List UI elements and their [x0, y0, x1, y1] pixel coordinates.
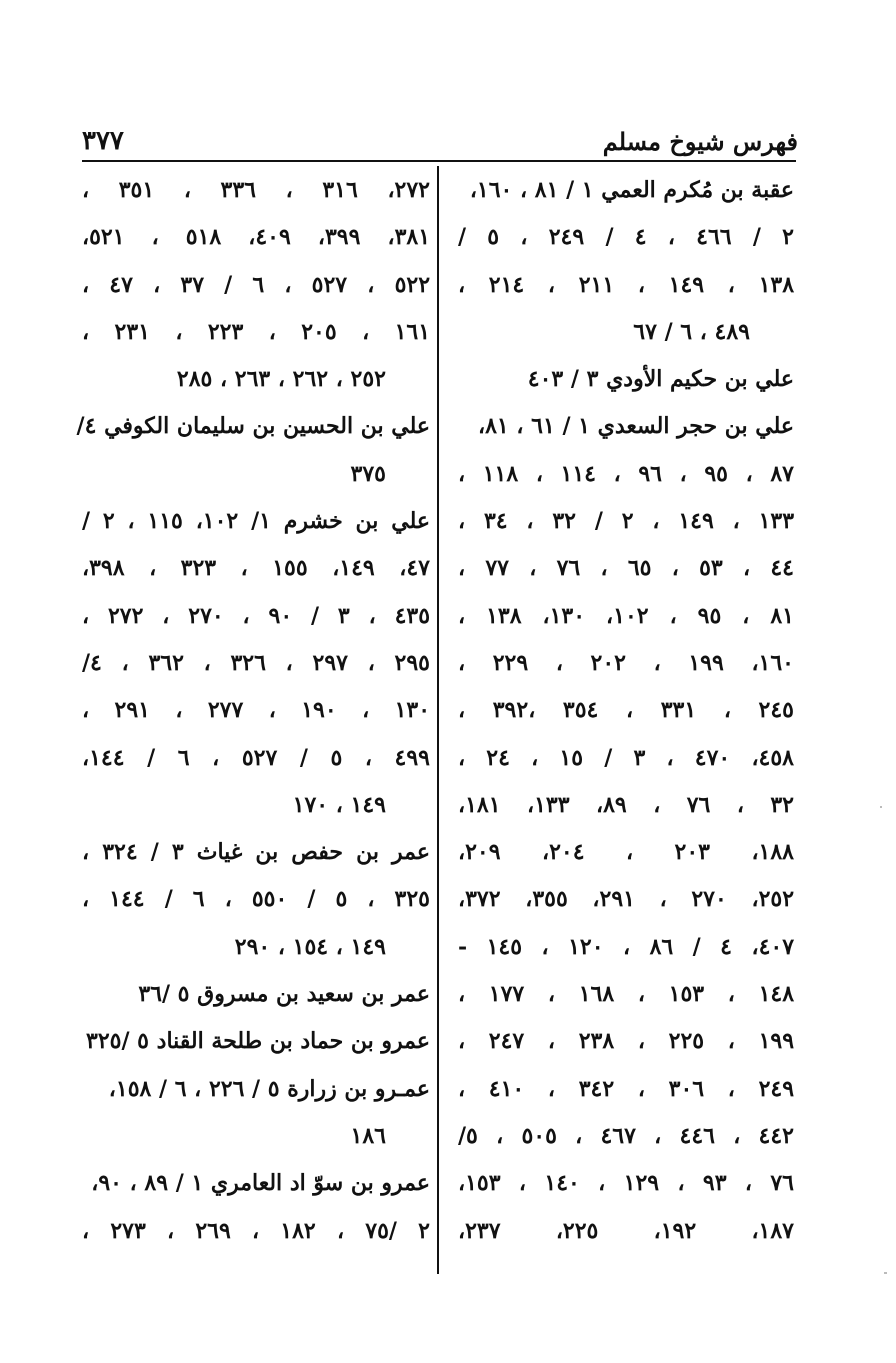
index-line: ٤٣٥ ، ٣ / ٩٠ ، ٢٧٠ ، ٢٧٢ ،: [82, 602, 431, 629]
index-line: ١٤٨ ، ١٥٣ ، ١٦٨ ، ١٧٧ ،: [458, 981, 795, 1008]
index-line: ١٩٩ ، ٢٢٥ ، ٢٣٨ ، ٢٤٧ ،: [458, 1028, 795, 1055]
index-line: ٤٠٧، ٤ / ٨٦ ، ١٢٠ ، ١٤٥ -: [458, 933, 795, 960]
index-line: عقبة بن مُكرم العمي ١ / ٨١ ، ١٦٠،: [469, 177, 794, 203]
index-line: ١٨٨، ٢٠٣ ، ٢٠٤، ٢٠٩،: [458, 839, 794, 866]
index-line: ٢٥٢، ٢٧٠ ، ٢٩١، ٣٥٥، ٣٧٢،: [458, 886, 795, 913]
index-line: ٤٧، ١٤٩، ١٥٥ ، ٣٢٣ ، ٣٩٨،: [82, 555, 430, 582]
index-line: ٤٤ ، ٥٣ ، ٦٥ ، ٧٦ ، ٧٧ ،: [458, 555, 794, 582]
index-line: عمر بن حفص بن غياث ٣ / ٣٢٤ ،: [82, 839, 430, 866]
index-line: ١٨٦: [350, 1122, 386, 1149]
index-line: ٧٦ ، ٩٣ ، ١٢٩ ، ١٤٠ ، ١٥٣،: [458, 1170, 794, 1197]
index-line: ١٣٠ ، ١٩٠ ، ٢٧٧ ، ٢٩١ ،: [82, 697, 431, 724]
index-line: ٨١ ، ٩٥ ، ١٠٢، ١٣٠، ١٣٨ ،: [458, 602, 794, 629]
index-line: عمـرو بن زرارة ٥ / ٢٢٦ ، ٦ / ١٥٨،: [108, 1075, 430, 1102]
index-line: علي بن حكيم الأودي ٣ / ٤٠٣: [527, 366, 794, 393]
index-line: ١٦٠، ١٩٩ ، ٢٠٢ ، ٢٢٩ ،: [458, 649, 794, 676]
index-line: علي بن حجر السعدي ١ / ٦١ ، ٨١،: [477, 413, 794, 440]
index-line: ١٣٣ ، ١٤٩ ، ٢ / ٣٢ ، ٣٤ ،: [458, 508, 795, 535]
index-line: ٢٤٩ ، ٣٠٦ ، ٣٤٢ ، ٤١٠ ،: [458, 1075, 795, 1102]
index-line: ١٦١ ، ٢٠٥ ، ٢٢٣ ، ٢٣١ ،: [82, 318, 431, 345]
index-line: ٣٢٥ ، ٥ / ٥٥٠ ، ٦ / ١٤٤ ،: [82, 886, 430, 913]
index-line: ١٤٩ ، ١٥٤ ، ٢٩٠: [234, 933, 386, 960]
right-column: [458, 167, 794, 1255]
index-line: علي بن الحسين بن سليمان الكوفي ٤/: [76, 413, 430, 440]
index-line: عمر بن سعيد بن مسروق ٥ /٣٦: [138, 981, 430, 1008]
column-divider: [437, 166, 439, 1274]
index-line: ١٣٨ ، ١٤٩ ، ٢١١ ، ٢١٤ ،: [458, 271, 795, 298]
index-line: ٤٤٢ ، ٤٤٦ ، ٤٦٧ ، ٥٠٥ ، ٥/: [458, 1122, 794, 1149]
running-title: فهرس شيوخ مسلم: [602, 127, 798, 156]
index-line: ٢ / ٤٦٦ ، ٤ / ٢٤٩ ، ٥ /: [458, 224, 794, 251]
index-line: ٣٧٥: [350, 460, 386, 487]
header-rule: [82, 160, 796, 162]
index-line: ٨٧ ، ٩٥ ، ٩٦ ، ١١٤ ، ١١٨ ،: [458, 460, 794, 487]
index-line: ٣٢ ، ٧٦ ، ٨٩، ١٣٣، ١٨١،: [458, 791, 794, 818]
index-line: ٢ /٧٥ ، ١٨٢ ، ٢٦٩ ، ٢٧٣ ،: [82, 1217, 430, 1244]
scan-speck: [884, 1272, 887, 1274]
index-line: ٤٥٨، ٤٧٠ ، ٣ / ١٥ ، ٢٤ ،: [458, 744, 794, 771]
index-line: ٢٧٢، ٣١٦ ، ٣٣٦ ، ٣٥١ ،: [82, 177, 430, 203]
index-line: ٢٩٥ ، ٢٩٧ ، ٣٢٦ ، ٣٦٢ ، ٤/: [82, 649, 430, 676]
index-line: ٢٤٥ ، ٣٣١ ، ٣٥٤ ،٣٩٢ ،: [458, 697, 794, 724]
scan-speck: [880, 806, 882, 808]
index-line: عمرو بن سوّ اد العامري ١ / ٨٩ ، ٩٠،: [91, 1170, 430, 1197]
index-line: ٥٢٢ ، ٥٢٧ ، ٦ / ٣٧ ، ٤٧ ،: [82, 271, 431, 298]
index-line: ٢٥٢ ، ٢٦٢ ، ٢٦٣ ، ٢٨٥: [176, 366, 386, 393]
index-line: ٣٨١، ٣٩٩، ٤٠٩، ٥١٨ ، ٥٢١،: [82, 224, 431, 251]
left-column: [76, 167, 431, 1255]
index-line: ١٤٩ ، ١٧٠: [292, 791, 386, 818]
index-line: ٤٨٩ ، ٦ / ٦٧: [633, 318, 750, 345]
index-line: ١٨٧، ١٩٢، ٢٢٥، ٢٣٧،: [458, 1217, 794, 1244]
page-header: [82, 116, 798, 156]
index-line: ٤٩٩ ، ٥ / ٥٢٧ ، ٦ / ١٤٤،: [82, 744, 430, 771]
page-number: ٣٧٧: [82, 126, 124, 156]
index-line: علي بن خشرم ١/ ١٠٢، ١١٥ ، ٢ /: [82, 508, 430, 535]
index-line: عمرو بن حماد بن طلحة القناد ٥ /٣٢٥: [86, 1028, 430, 1055]
